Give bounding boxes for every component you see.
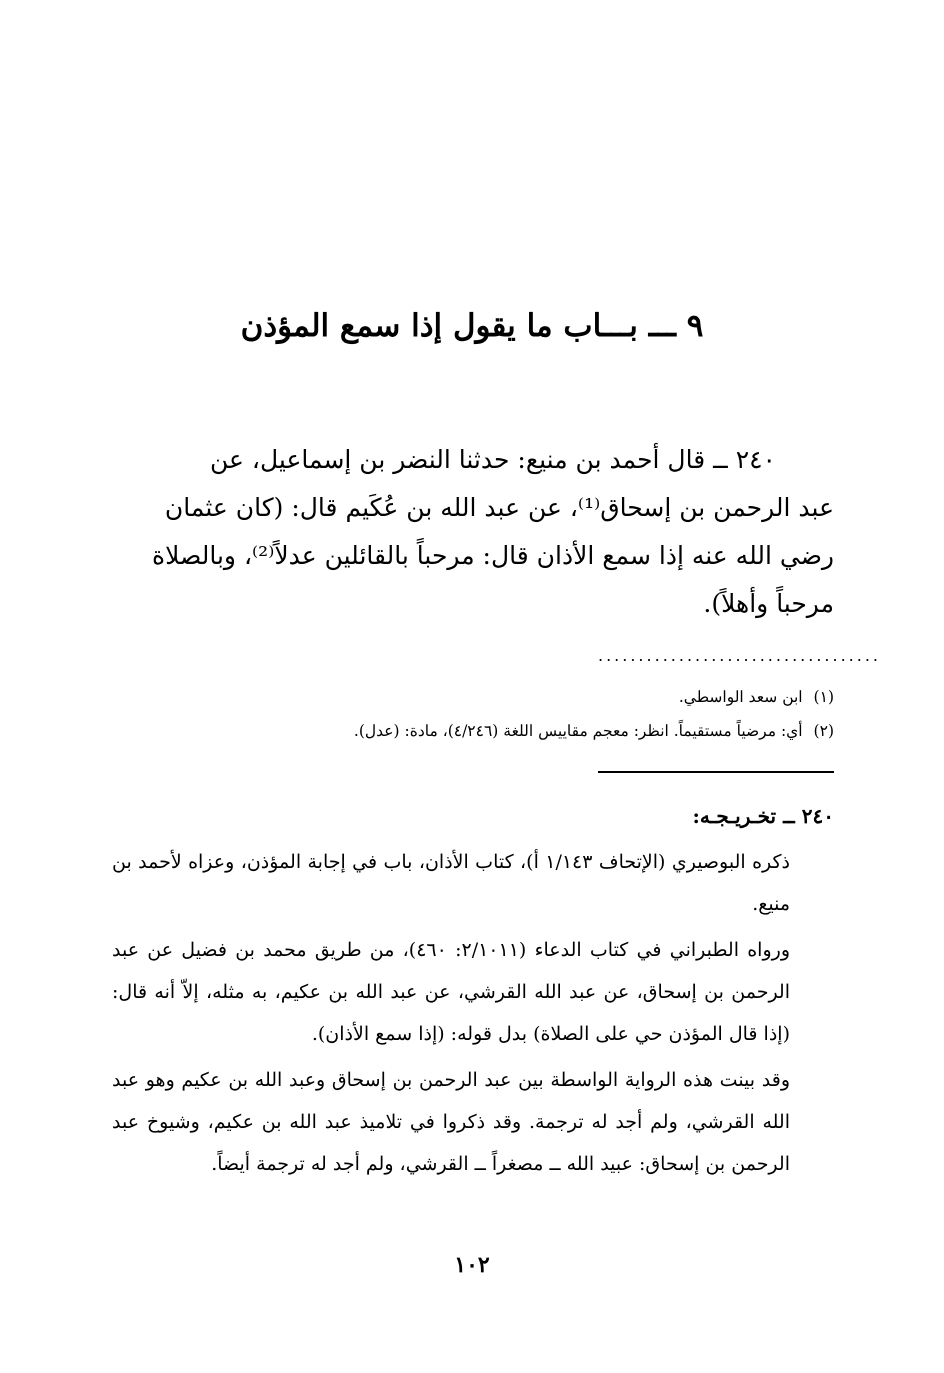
footnote-text: ابن سعد الواسطي. bbox=[678, 688, 803, 706]
hadith-line: مرحباً وأهلاً). bbox=[703, 589, 834, 618]
hadith-text bbox=[112, 436, 834, 628]
takhrij-paragraph: ذكره البوصيري (الإتحاف ١/١٤٣ أ)، كتاب الأذان، باب في إجابة المؤذن، وعزاه لأحمد بن منيع. bbox=[112, 851, 791, 915]
chapter-title: ٩ ـــ بـــاب ما يقول إذا سمع المؤذن bbox=[240, 308, 704, 344]
hadith-line: عبد الرحمن بن إسحاق⁽¹⁾، عن عبد الله بن عُكَيم قال: (كان عثمان bbox=[164, 493, 834, 522]
footnote-2 bbox=[112, 714, 834, 748]
hadith-line: ٢٤٠ ــ قال أحمد بن منيع: حدثنا النضر بن إسماعيل، عن bbox=[210, 445, 776, 474]
takhrij-paragraph: ورواه الطبراني في كتاب الدعاء (٢/١٠١١: ٤٦٠)، من طريق محمد بن فضيل عن عبد الرحمن بن إسحاق، عن عبد الله القرشي، عن عبد الله بن عكيم، به مثله، إلاّ أنه قال: (إذا قال المؤذن حي على الصلاة) بدل قوله: (إذا سمع الأذان). bbox=[112, 939, 790, 1045]
footnote-number: (٢) bbox=[813, 722, 834, 740]
hadith-line: رضي الله عنه إذا سمع الأذان قال: مرحباً بالقائلين عدلاً⁽²⁾، وبالصلاة bbox=[152, 541, 834, 570]
footnote-text: أي: مرضياً مستقيماً. انظر: معجم مقاييس اللغة (٤/٢٤٦)، مادة: (عدل). bbox=[353, 722, 803, 740]
footnotes bbox=[112, 680, 834, 748]
takhrij-paragraph: وقد بينت هذه الرواية الواسطة بين عبد الرحمن بن إسحاق وعبد الله بن عكيم وهو عبد الله القرشي، ولم أجد له ترجمة. وقد ذكروا في تلاميذ عبد الله بن عكيم، وشيوخ عبد الرحمن بن إسحاق: عبيد الله ــ مصغراً ــ القرشي، ولم أجد له ترجمة أيضاً. bbox=[112, 1069, 790, 1175]
footnote-number: (١) bbox=[813, 688, 834, 706]
footnote-1 bbox=[112, 680, 834, 714]
section-divider bbox=[598, 771, 834, 773]
takhrij-section bbox=[112, 795, 834, 1189]
page-number: ١٠٢ bbox=[454, 1252, 490, 1278]
footnote-separator-dots: ................................... bbox=[598, 646, 882, 665]
takhrij-heading: ٢٤٠ ــ تخـريـجـه: bbox=[692, 804, 834, 828]
